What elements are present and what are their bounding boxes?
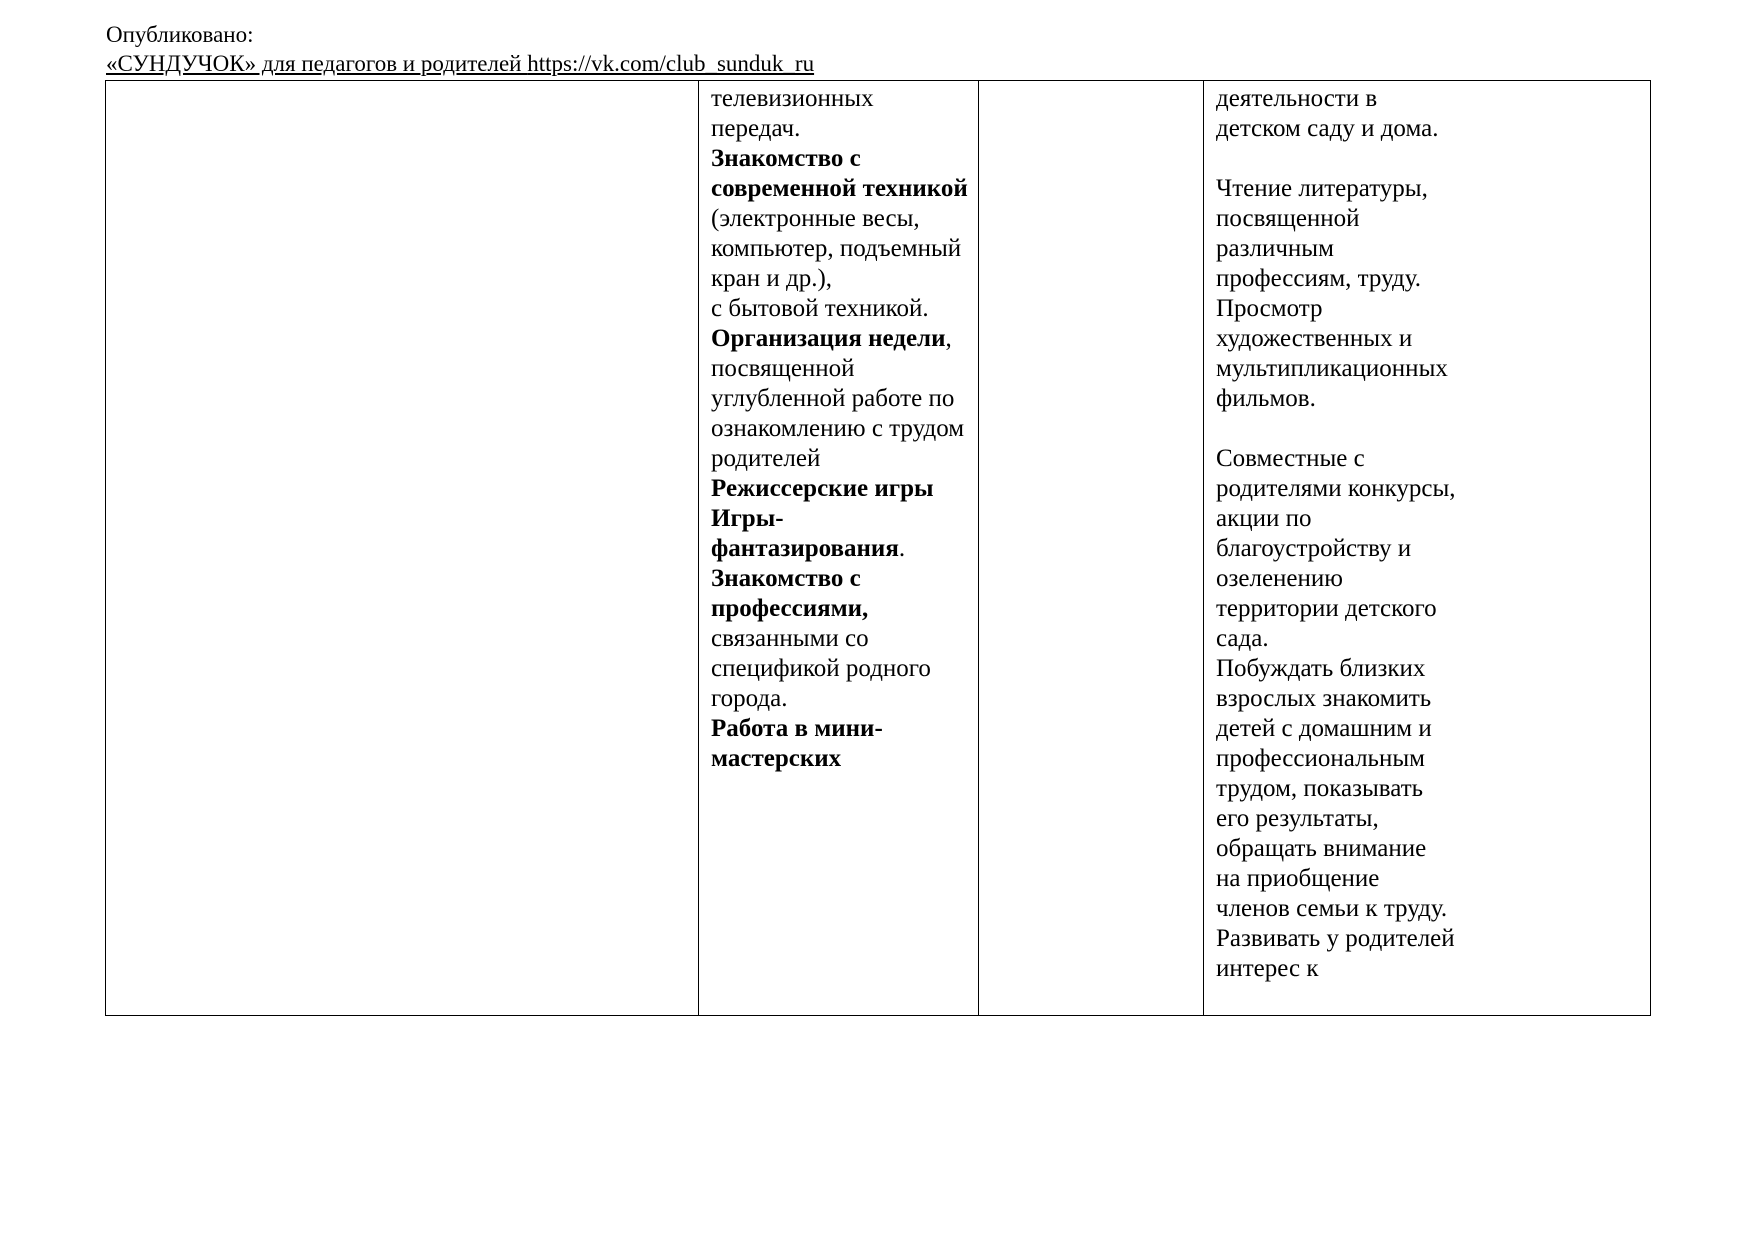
text-run: Знакомство с современной техникой: [711, 145, 968, 202]
text-run: , посвященной углубленной работе по ознакомлению с трудом родителей: [711, 325, 965, 472]
paragraph: [711, 474, 968, 564]
cell-col2-activities: [699, 81, 979, 1016]
paragraph: [1216, 444, 1456, 654]
paragraph: [1216, 414, 1456, 444]
col2-text: [711, 84, 968, 774]
paragraph: [711, 714, 968, 774]
text-run: Чтение литературы, посвященной различным профессиям, труду.: [1216, 175, 1428, 292]
cell-col1-empty: [106, 81, 699, 1016]
content-table: [105, 80, 1651, 1016]
source-text: «СУНДУЧОК» для педагогов и родителей: [106, 51, 528, 76]
text-run: (электронные весы, компьютер, подъемный кран и др.),: [711, 205, 962, 292]
text-run: связанными со спецификой родного города.: [711, 625, 931, 712]
text-run: Режиссерские игры Игры-фантазирования: [711, 475, 934, 562]
paragraph: [1216, 294, 1456, 414]
text-run: деятельности в детском саду и дома.: [1216, 85, 1439, 142]
text-run: Побуждать близких взрослых знакомить детей с домашним и профессиональным трудом, показывать его результаты, обращать внимание на приобщение членов семьи к труду.: [1216, 655, 1448, 922]
text-run: .: [898, 535, 906, 562]
paragraph: [711, 204, 968, 294]
paragraph: [711, 144, 968, 204]
text-run: Просмотр художественных и мультипликационных фильмов.: [1216, 295, 1448, 412]
paragraph: [711, 564, 968, 714]
paragraph: [1216, 84, 1456, 144]
paragraph: [1216, 174, 1456, 294]
paragraph: [1216, 924, 1456, 984]
text-run: Знакомство с профессиями,: [711, 565, 869, 622]
paragraph: [711, 84, 968, 144]
table-row: [106, 81, 1651, 1016]
text-run: телевизионных передач.: [711, 85, 874, 142]
paragraph: [1216, 144, 1456, 174]
text-run: Совместные с родителями конкурсы, акции по благоустройству и озеленению территории детского сада.: [1216, 445, 1456, 652]
paragraph: [711, 324, 968, 474]
published-label: Опубликовано:: [106, 22, 254, 47]
cell-col3-empty: [979, 81, 1204, 1016]
text-run: Работа в мини-мастерских: [711, 715, 883, 772]
paragraph: [1216, 654, 1456, 924]
text-run: с бытовой техникой.: [711, 295, 929, 322]
paragraph: [711, 294, 968, 324]
col4-text: [1216, 84, 1456, 984]
cell-col4-family-work: [1204, 81, 1651, 1016]
doc-header: [106, 20, 814, 78]
text-run: Организация недели: [711, 325, 946, 352]
source-line: [106, 49, 814, 78]
text-run: Развивать у родителей интерес к: [1216, 925, 1455, 982]
source-url[interactable]: https://vk.com/club_sunduk_ru: [527, 51, 815, 76]
